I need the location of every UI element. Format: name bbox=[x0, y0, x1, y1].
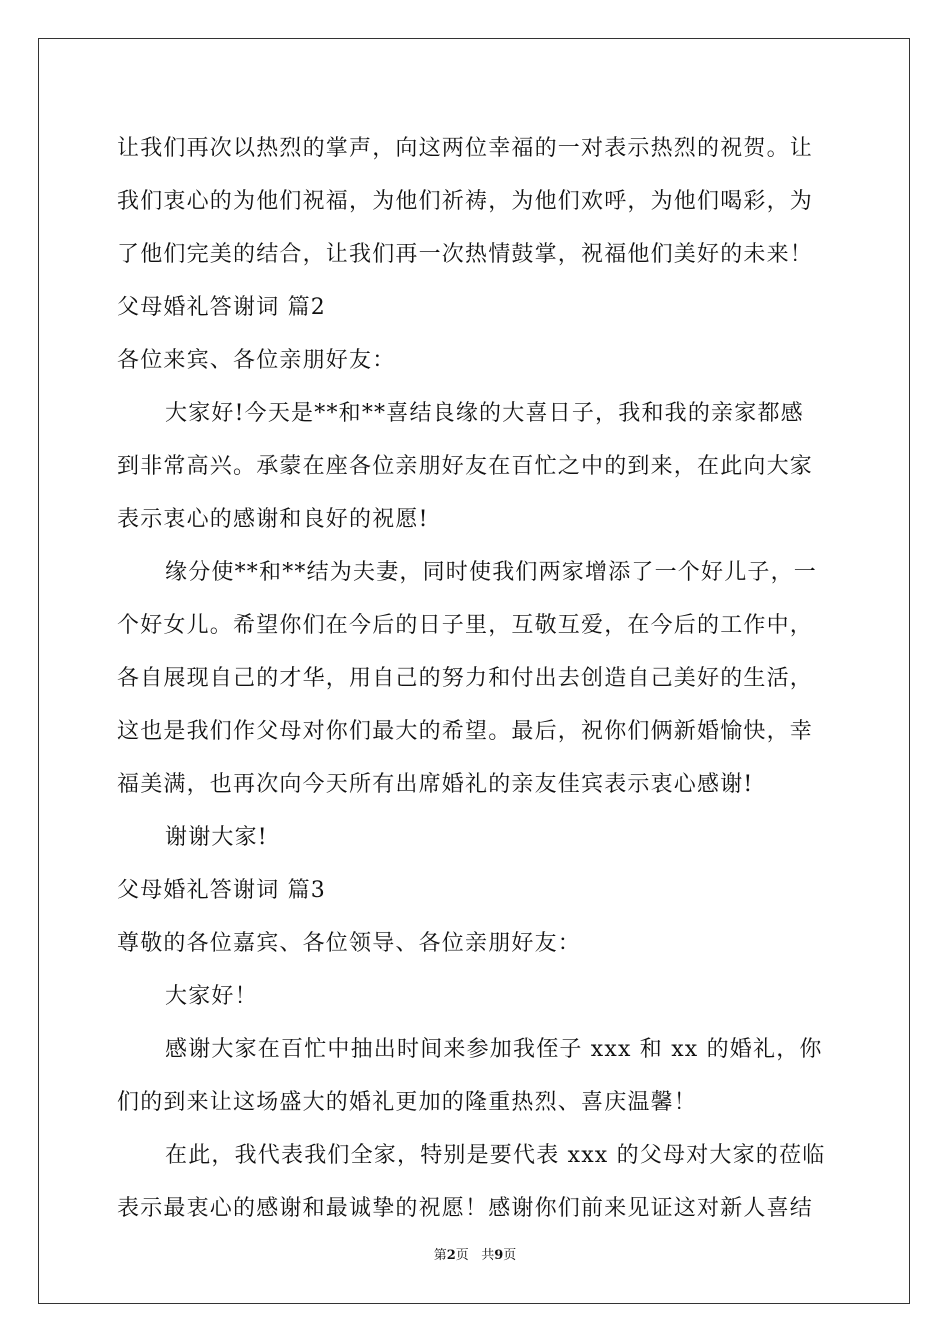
page-footer bbox=[0, 1247, 950, 1265]
text-line: 大家好!今天是**和**喜结良缘的大喜日子，我和我的亲家都感 bbox=[165, 401, 804, 426]
text-line: 我们衷心的为他们祝福，为他们祈祷，为他们欢呼，为他们喝彩，为 bbox=[117, 189, 814, 214]
total-suffix: 页 bbox=[503, 1248, 517, 1263]
section-heading: 父母婚礼答谢词 篇3 bbox=[117, 878, 326, 903]
text-line: 谢谢大家! bbox=[165, 825, 268, 850]
text-line: 到非常高兴。承蒙在座各位亲朋好友在百忙之中的到来，在此向大家 bbox=[117, 454, 814, 479]
current-page-number: 2 bbox=[446, 1248, 456, 1263]
text-line: 在此，我代表我们全家，特别是要代表 xxx 的父母对大家的莅临 bbox=[165, 1143, 826, 1168]
text-line: 福美满，也再次向今天所有出席婚礼的亲友佳宾表示衷心感谢! bbox=[117, 772, 754, 797]
text-line: 缘分使**和**结为夫妻，同时使我们两家增添了一个好儿子，一 bbox=[165, 560, 818, 585]
text-line: 让我们再次以热烈的掌声，向这两位幸福的一对表示热烈的祝贺。让 bbox=[117, 136, 814, 161]
page-prefix: 第 bbox=[433, 1248, 447, 1263]
text-line: 感谢大家在百忙中抽出时间来参加我侄子 xxx 和 xx 的婚礼，你 bbox=[165, 1037, 823, 1062]
total-pages-number: 9 bbox=[494, 1248, 504, 1263]
text-line: 个好女儿。希望你们在今后的日子里，互敬互爱，在今后的工作中， bbox=[117, 613, 814, 638]
salutation: 尊敬的各位嘉宾、各位领导、各位亲朋好友： bbox=[117, 931, 582, 956]
text-line: 们的到来让这场盛大的婚礼更加的隆重热烈、喜庆温馨！ bbox=[117, 1090, 698, 1115]
text-line: 表示最衷心的感谢和最诚挚的祝愿！感谢你们前来见证这对新人喜结 bbox=[117, 1196, 814, 1221]
text-line: 了他们完美的结合，让我们再一次热情鼓掌，祝福他们美好的未来！ bbox=[117, 242, 814, 267]
text-line: 各自展现自己的才华，用自己的努力和付出去创造自己美好的生活， bbox=[117, 666, 814, 691]
text-line: 这也是我们作父母对你们最大的希望。最后，祝你们俩新婚愉快，幸 bbox=[117, 719, 814, 744]
salutation: 各位来宾、各位亲朋好友： bbox=[117, 348, 396, 373]
section-heading: 父母婚礼答谢词 篇2 bbox=[117, 295, 326, 320]
text-line: 大家好！ bbox=[165, 984, 258, 1009]
total-prefix: 共 bbox=[481, 1248, 495, 1263]
document-body bbox=[117, 122, 833, 1235]
text-line: 表示衷心的感谢和良好的祝愿! bbox=[117, 507, 429, 532]
page-suffix: 页 bbox=[455, 1248, 469, 1263]
